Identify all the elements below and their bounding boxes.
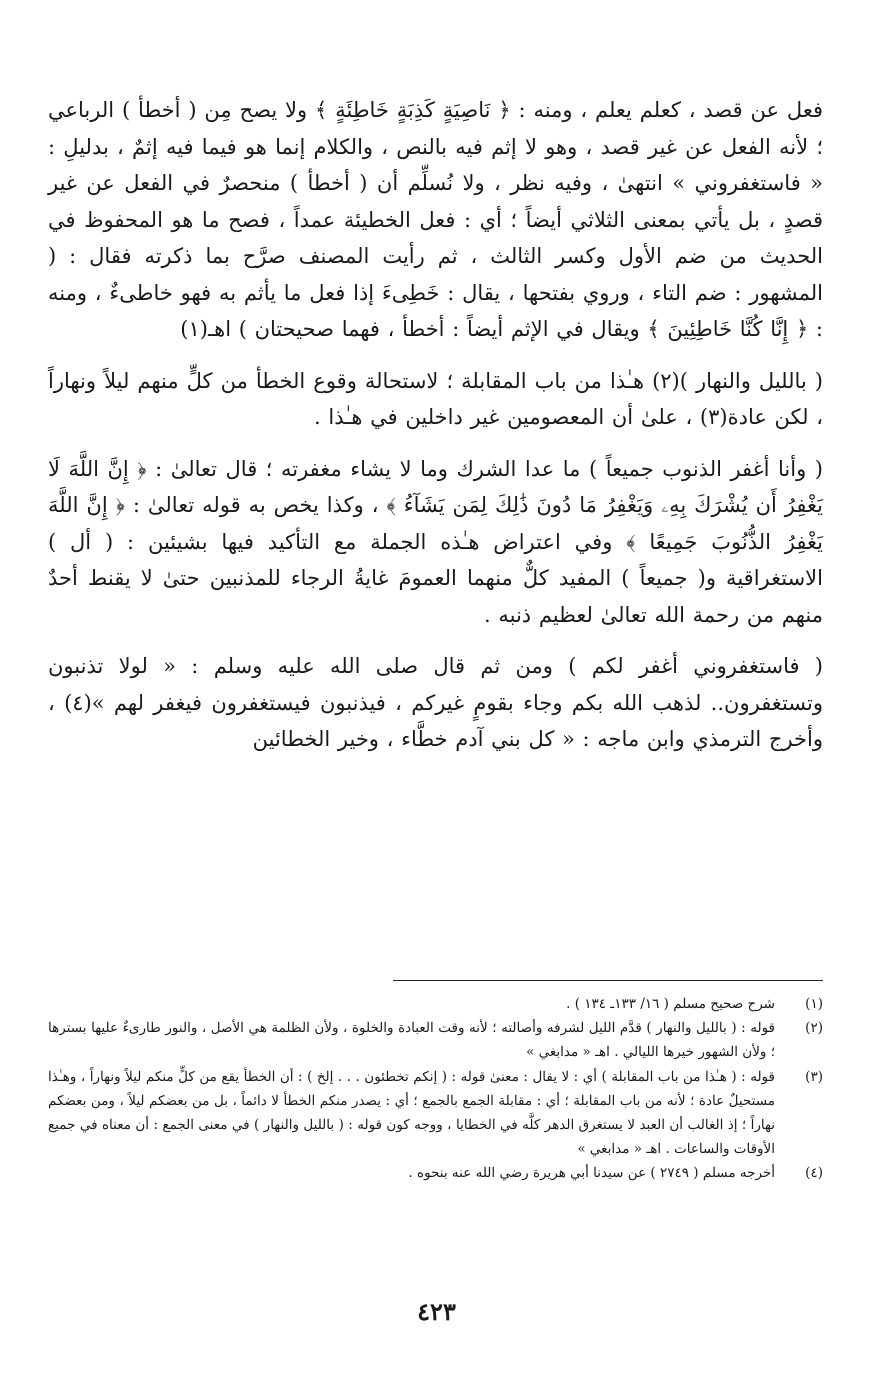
footnote-text: قوله : ( هـٰذا من باب المقابلة ) أي : لا يقال : معنىٰ قوله : ( إنكم تخطئون . . . إلخ ) : أن الخطأ يقع من كلٍّ منكم ليلاً ونهاراً ، وهـٰذا مستحيلٌ عادة ؛ لأنه من باب المقابلة ؛ أي : مقابلة الجمع بالجمع ؛ أي : يصدر منكم الخطأ لا دائماً ، بل من بعضكم ليلاً ، ومن بعضكم نهاراً ؛ إذ الغالب أن العبد لا يستغرق الدهر كلَّه في الخطايا ، ووجه كون قوله : ( بالليل والنهار ) في معنى الجمع : أن معناه في جميع الأوقات والساعات . اهـ « مدابغي » bbox=[48, 1068, 775, 1158]
footnote-separator bbox=[393, 980, 823, 981]
footnote-text: شرح صحيح مسلم ( ١٦/ ١٣٣ـ ١٣٤ ) . bbox=[566, 996, 775, 1012]
footnote-text: قوله : ( بالليل والنهار ) قدَّم الليل لشرفه وأصالته ؛ لأنه وقت العبادة والخلوة ، ولأن الظلمة هي الأصل ، والنور طارىءٌ عليها بسترها ؛ ولأن الشهور خيرها الليالي . اهـ « مدابغي » bbox=[48, 1020, 775, 1061]
footnote-3 bbox=[48, 1065, 823, 1162]
body-paragraph-1: فعل عن قصد ، كعلم يعلم ، ومنه : ﴿ نَاصِيَةٍ كَذِبَةٍ خَاطِئَةٍ ﴾ ولا يصح مِن ( أخطأ ) الرباعي ؛ لأنه الفعل عن غير قصد ، وهو لا إثم فيه بالنص ، والكلام إنما هو فيما فيه إثمٌ ، بدليلِ : « فاستغفروني » انتهىٰ ، وفيه نظر ، ولا نُسلِّم أن ( أخطأ ) منحصرٌ في الفعل عن غير قصدٍ ، بل يأتي بمعنى الثلاثي أيضاً ؛ أي : فعل الخطيئة عمداً ، فصح ما هو المحفوظ في الحديث من ضم الأول وكسر الثالث ، ثم رأيت المصنف صرَّح بما ذكرته فقال : ( المشهور : ضم التاء ، وروي بفتحها ، يقال : خَطِىءَ إذا فعل ما يأثم به فهو خاطىءٌ ، ومنه : ﴿ إِنَّا كُنَّا خَاطِئِينَ ﴾ ويقال في الإثم أيضاً : أخطأ ، فهما صحيحتان ) اهـ(١) bbox=[48, 98, 823, 341]
footnote-number: (٣) bbox=[805, 1068, 823, 1085]
body-paragraph-2: ( بالليل والنهار )(٢) هـٰذا من باب المقابلة ؛ لاستحالة وقوع الخطأ من كلٍّ منهم ليلاً ونهاراً ، لكن عادة(٣) ، علىٰ أن المعصومين غير داخلين في هـٰذا . bbox=[48, 368, 823, 429]
footnote-text: أخرجه مسلم ( ٢٧٤٩ ) عن سيدنا أبي هريرة رضي الله عنه بنحوه . bbox=[408, 1165, 775, 1182]
footnotes bbox=[48, 992, 823, 1186]
footnote-4 bbox=[48, 1161, 823, 1185]
body-paragraph-3: ( وأنا أغفر الذنوب جميعاً ) ما عدا الشرك وما لا يشاء مغفرته ؛ قال تعالىٰ : ﴿ إِنَّ اللَّهَ لَا يَغْفِرُ أَن يُشْرَكَ بِهِۦ وَيَغْفِرُ مَا دُونَ ذَٰلِكَ لِمَن يَشَآءُ ﴾ ، وكذا يخص به قوله تعالىٰ : ﴿ إِنَّ اللَّهَ يَغْفِرُ الذُّنُوبَ جَمِيعًا ﴾ وفي اعتراض هـٰذه الجملة مع التأكيد فيها بشيئين : ( أل ) الاستغراقية و( جميعاً ) المفيد كلٌّ منهما العمومَ غايةُ الرجاء للمذنبين حتىٰ لا يقنط أحدٌ منهم من رحمة الله تعالىٰ لعظيم ذنبه . bbox=[48, 456, 823, 627]
body-paragraph-4: ( فاستغفروني أغفر لكم ) ومن ثم قال صلى الله عليه وسلم : « لولا تذنبون وتستغفرون.. لذهب الله بكم وجاء بقومٍ غيركم ، فيذنبون فيستغفرون فيغفر لهم »(٤) ، وأخرج الترمذي وابن ماجه : « كل بني آدم خطَّاء ، وخير الخطائين bbox=[48, 654, 823, 751]
main-text bbox=[48, 92, 823, 758]
footnote-1 bbox=[48, 992, 823, 1016]
page-number: ٤٢٣ bbox=[417, 1297, 456, 1326]
footnote-number: (٢) bbox=[805, 1020, 823, 1037]
footnote-number: (٤) bbox=[805, 1165, 823, 1182]
footnote-2 bbox=[48, 1016, 823, 1064]
footnote-number: (١) bbox=[805, 996, 823, 1012]
